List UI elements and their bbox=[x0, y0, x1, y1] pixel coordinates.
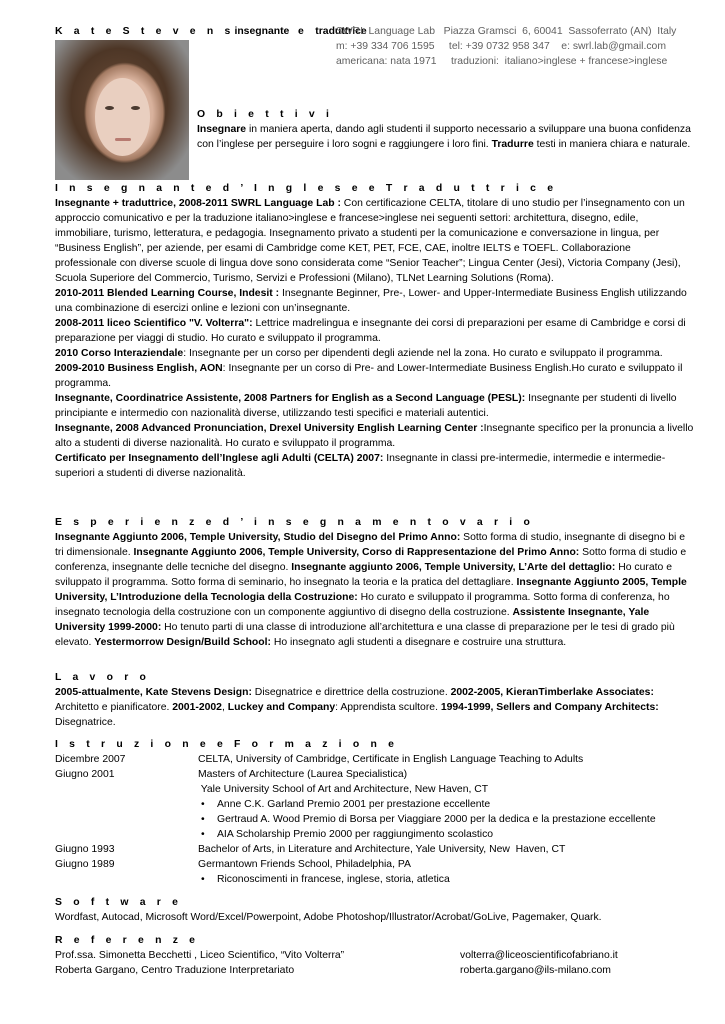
esperienze-part-text: Ho tenuto parti di una classe di introduzione all’architettura e una classe di preparazione per le tesi di grado più elevato. bbox=[55, 622, 675, 648]
item-title: Insegnante, 2008 Advanced Pronunciation, Drexel University English Learning Center : bbox=[55, 423, 484, 434]
face-shape bbox=[95, 78, 150, 156]
istruzione-date: Giugno 2001 bbox=[55, 769, 115, 780]
lavoro-part-title: 2001-2002 bbox=[172, 702, 222, 713]
bullet-text: AIA Scholarship Premio 2000 per raggiungimento scolastico bbox=[217, 829, 494, 840]
bullet-icon: • bbox=[201, 874, 205, 885]
software-heading: S o f t w a r e bbox=[55, 897, 183, 908]
istruzione-line: Yale University School of Art and Architecture, New Haven, CT bbox=[198, 784, 489, 795]
bullet-text: Riconoscimenti in francese, inglese, storia, atletica bbox=[217, 874, 450, 885]
lavoro-part-text: Disegnatrice e direttrice della costruzione. bbox=[251, 687, 451, 698]
obiettivi-text: Insegnare in maniera aperta, dando agli studenti il supporto necessario a sviluppare una buona confidenza con l’inglese per perseguire i loro sogni e raggiungere i loro fini. Tradurre testi in maniera chiara e naturale. bbox=[197, 124, 691, 150]
istruzione-row bbox=[55, 857, 695, 872]
insegnante-item bbox=[55, 421, 695, 451]
istruzione-date-empty bbox=[55, 872, 198, 887]
esperienze-part-title: Insegnante aggiunto 2006, Temple University, L’Arte del dettaglio: bbox=[291, 562, 616, 573]
lavoro-part-title: 2002-2005, KieranTimberlake Associates: bbox=[450, 687, 654, 698]
istruzione-section bbox=[55, 737, 695, 887]
item-text: Con certificazione CELTA, titolare di uno studio per l’insegnamento con un approccio comunicativo e per la traduzione italiano>inglese e francese>inglese nei seguenti settori: architettura, disegno, edile, immobiliare, turismo, letteratura, e pedagogia. Insegnamento privato a studenti per la comunicazione e conversazione in lingua, per “Business English”, per aziende, per esami di Cambridge come KET, PET, FCE, CAE, inoltre IELTS e TOEFL. Collaborazione professionale con diverse scuole di lingua dove sono considerata come “Senior Teacher”; Lingua Center (Jesi), Victoria Company (Jesi), Scuola Superiore del Commercio, Turismo, Servizi e Professioni (Milano), TLNet Learning Solutions (Roma). bbox=[55, 198, 685, 284]
esperienze-part-title: Yestermorrow Design/Build School: bbox=[94, 637, 271, 648]
contact-line-3: americana: nata 1971 traduzioni: italiano>inglese + francese>inglese bbox=[336, 56, 668, 67]
obiettivi-section bbox=[197, 107, 692, 152]
referenza-email: volterra@liceoscientificofabriano.it bbox=[460, 950, 618, 961]
istruzione-line: CELTA, University of Cambridge, Certificate in English Language Teaching to Adults bbox=[198, 754, 584, 765]
esperienze-section bbox=[55, 515, 695, 650]
referenza-name: Prof.ssa. Simonetta Becchetti , Liceo Scientifico, “Vito Volterra” bbox=[55, 950, 345, 961]
istruzione-row bbox=[55, 782, 695, 797]
insegnante-item bbox=[55, 286, 695, 316]
istruzione-line: Germantown Friends School, Philadelphia, PA bbox=[198, 859, 411, 870]
esperienze-part-text: Sotto forma di studio e conferenza, insegnante delle tecniche del disegno. bbox=[55, 547, 687, 573]
insegnante-list bbox=[55, 196, 695, 481]
insegnante-item bbox=[55, 391, 695, 421]
bullet-icon: • bbox=[201, 814, 205, 825]
istruzione-date-empty bbox=[55, 812, 198, 827]
name: K a t e S t e v e n s bbox=[55, 26, 235, 37]
referenza-email: roberta.gargano@ils-milano.com bbox=[460, 965, 611, 976]
insegnante-item bbox=[55, 346, 695, 361]
lavoro-part-title: 1994-1999, Sellers and Company Architects: bbox=[440, 702, 659, 713]
insegnante-item bbox=[55, 361, 695, 391]
istruzione-bullet-row bbox=[55, 872, 695, 887]
item-title: 2010-2011 Blended Learning Course, Indesit : bbox=[55, 288, 280, 299]
istruzione-list bbox=[55, 752, 695, 887]
istruzione-row bbox=[55, 767, 695, 782]
bullet-icon: • bbox=[201, 829, 205, 840]
insegnante-item bbox=[55, 451, 695, 481]
esperienze-part-title: Insegnante Aggiunto 2005, Temple University, L’Introduzione della Tecnologia della Costruzione: bbox=[55, 577, 687, 603]
item-text: Lettrice madrelingua e insegnante dei corsi di preparazioni per esame di Cambridge e corsi di preparazione per viaggi di studio. Ho curato e sviluppato il programma. bbox=[55, 318, 686, 344]
software-section bbox=[55, 895, 695, 925]
insegnante-section bbox=[55, 181, 695, 481]
referenze-list bbox=[55, 948, 695, 978]
istruzione-bullet bbox=[198, 827, 695, 842]
istruzione-date-empty bbox=[55, 827, 198, 842]
esperienze-part-text: Sotto forma di studio, insegnante di disegno bi e tri dimensionale. bbox=[55, 532, 685, 558]
bullet-icon: • bbox=[201, 799, 205, 810]
referenze-heading: R e f e r e n z e bbox=[55, 935, 200, 946]
lavoro-part-text: : Apprendista scultore. bbox=[335, 702, 441, 713]
istruzione-date: Giugno 1989 bbox=[55, 859, 115, 870]
obiettivi-heading: O b i e t t i v i bbox=[197, 109, 334, 120]
profile-photo bbox=[55, 40, 189, 180]
item-text: : Insegnante per un corso per dipendenti degli aziende nel la zona. Ho curato e sviluppato il programma. bbox=[183, 348, 663, 359]
esperienze-text bbox=[55, 530, 695, 650]
lavoro-part-text: Disegnatrice. bbox=[55, 717, 116, 728]
istruzione-date: Dicembre 2007 bbox=[55, 754, 126, 765]
lavoro-text bbox=[55, 685, 695, 730]
esperienze-part-title: Insegnante Aggiunto 2006, Temple University, Corso di Rappresentazione del Primo Anno: bbox=[133, 547, 580, 558]
item-text: Insegnante in classi pre-intermedie, intermedie e intermedie-superiori a studenti di diverse nazionalità. bbox=[55, 453, 666, 479]
header-name-row bbox=[55, 24, 367, 39]
istruzione-bullet bbox=[198, 872, 695, 887]
istruzione-line: Masters of Architecture (Laurea Specialistica) bbox=[198, 769, 408, 780]
contact-line-1: SWRL Language Lab Piazza Gramsci 6, 60041 Sassoferrato (AN) Italy bbox=[336, 26, 677, 37]
item-text: Insegnante specifico per la pronuncia a livello alto a studenti di diverse nazionalità. Ho curato e sviluppato il programma. bbox=[55, 423, 694, 449]
bullet-text: Anne C.K. Garland Premio 2001 per prestazione eccellente bbox=[217, 799, 491, 810]
eye-left bbox=[105, 106, 114, 110]
istruzione-date-empty bbox=[55, 797, 198, 812]
bullet-text: Gertraud A. Wood Premio di Borsa per Viaggiare 2000 per la dedica e la prestazione eccellente bbox=[217, 814, 656, 825]
item-title: 2009-2010 Business English, AON bbox=[55, 363, 223, 374]
item-title: 2010 Corso Interaziendale bbox=[55, 348, 184, 359]
istruzione-row bbox=[55, 842, 695, 857]
software-text: Wordfast, Autocad, Microsoft Word/Excel/Powerpoint, Adobe Photoshop/Illustrator/Acrobat/GoLive, Pagemaker, Quark. bbox=[55, 912, 602, 923]
istruzione-date: Giugno 1993 bbox=[55, 844, 115, 855]
istruzione-date bbox=[55, 782, 198, 797]
item-text: : Insegnante per un corso di Pre- and Lower-Intermediate Business English.Ho curato e sviluppato il programma. bbox=[55, 363, 683, 389]
item-title: Certificato per Insegnamento dell’Inglese agli Adulti (CELTA) 2007: bbox=[55, 453, 384, 464]
istruzione-bullet bbox=[198, 812, 695, 827]
istruzione-bullet-row bbox=[55, 812, 695, 827]
item-text: Insegnante Beginner, Pre-, Lower- and Upper-Intermediate Business English utilizzando una combinazione di esercizi online e lezioni con un’insegnante. bbox=[55, 288, 687, 314]
lavoro-part-text: Architetto e pianificatore. bbox=[55, 702, 173, 713]
esperienze-part-text: Ho curato e sviluppato il programma. Sotto forma di conferenza, ho insegnato tecnologia della costruzione con un componente aggiuntivo di disegno della costruzione. bbox=[55, 592, 670, 618]
esperienze-part-title: Assistente Insegnante, Yale University 1999-2000: bbox=[55, 607, 650, 633]
esperienze-part-text: Ho insegnato agli studenti a disegnare e costruire una struttura. bbox=[270, 637, 567, 648]
referenza-row bbox=[55, 963, 695, 978]
referenze-section bbox=[55, 933, 695, 978]
item-title: 2008-2011 liceo Scientifico "V. Volterra": bbox=[55, 318, 253, 329]
lavoro-part-title: 2005-attualmente, Kate Stevens Design: bbox=[55, 687, 252, 698]
istruzione-bullet-row bbox=[55, 797, 695, 812]
lavoro-section bbox=[55, 670, 695, 730]
esperienze-part-text: Ho curato e sviluppato il programma. Sotto forma di seminario, ho insegnato la teoria e la pratica del dettagliare. bbox=[55, 562, 672, 588]
esperienze-heading: E s p e r i e n z e d ’ i n s e g n a m e n t o v a r i o bbox=[55, 517, 535, 528]
contact-line-2: m: +39 334 706 1595 tel: +39 0732 958 347 e: swrl.lab@gmail.com bbox=[336, 41, 666, 52]
item-title: Insegnante + traduttrice, 2008-2011 SWRL Language Lab : bbox=[55, 198, 341, 209]
item-text: Insegnante per studenti di livello principiante e intermedio con nazionalità diverse, utilizzando testi specifici e materiali autentici. bbox=[55, 393, 677, 419]
eye-right bbox=[131, 106, 140, 110]
referenza-row bbox=[55, 948, 695, 963]
insegnante-heading: I n s e g n a n t e d ’ I n g l e s e e T r a d u t t r i c e bbox=[55, 183, 558, 194]
mouth bbox=[115, 138, 131, 141]
role: insegnante e traduttrice bbox=[234, 26, 367, 37]
istruzione-row bbox=[55, 752, 695, 767]
lavoro-heading: L a v o r o bbox=[55, 672, 151, 683]
item-title: Insegnante, Coordinatrice Assistente, 2008 Partners for English as a Second Language (PESL): bbox=[55, 393, 526, 404]
insegnante-item bbox=[55, 316, 695, 346]
istruzione-bullet bbox=[198, 797, 695, 812]
esperienze-part-title: Insegnante Aggiunto 2006, Temple University, Studio del Disegno del Primo Anno: bbox=[55, 532, 461, 543]
lavoro-part-title: Luckey and Company bbox=[227, 702, 336, 713]
istruzione-heading: I s t r u z i o n e e F o r m a z i o n e bbox=[55, 739, 399, 750]
istruzione-line: Bachelor of Arts, in Literature and Architecture, Yale University, New Haven, CT bbox=[198, 844, 566, 855]
istruzione-bullet-row bbox=[55, 827, 695, 842]
lavoro-part-text: , bbox=[221, 702, 228, 713]
insegnante-item bbox=[55, 196, 695, 286]
referenza-name: Roberta Gargano, Centro Traduzione Interpretariato bbox=[55, 965, 295, 976]
